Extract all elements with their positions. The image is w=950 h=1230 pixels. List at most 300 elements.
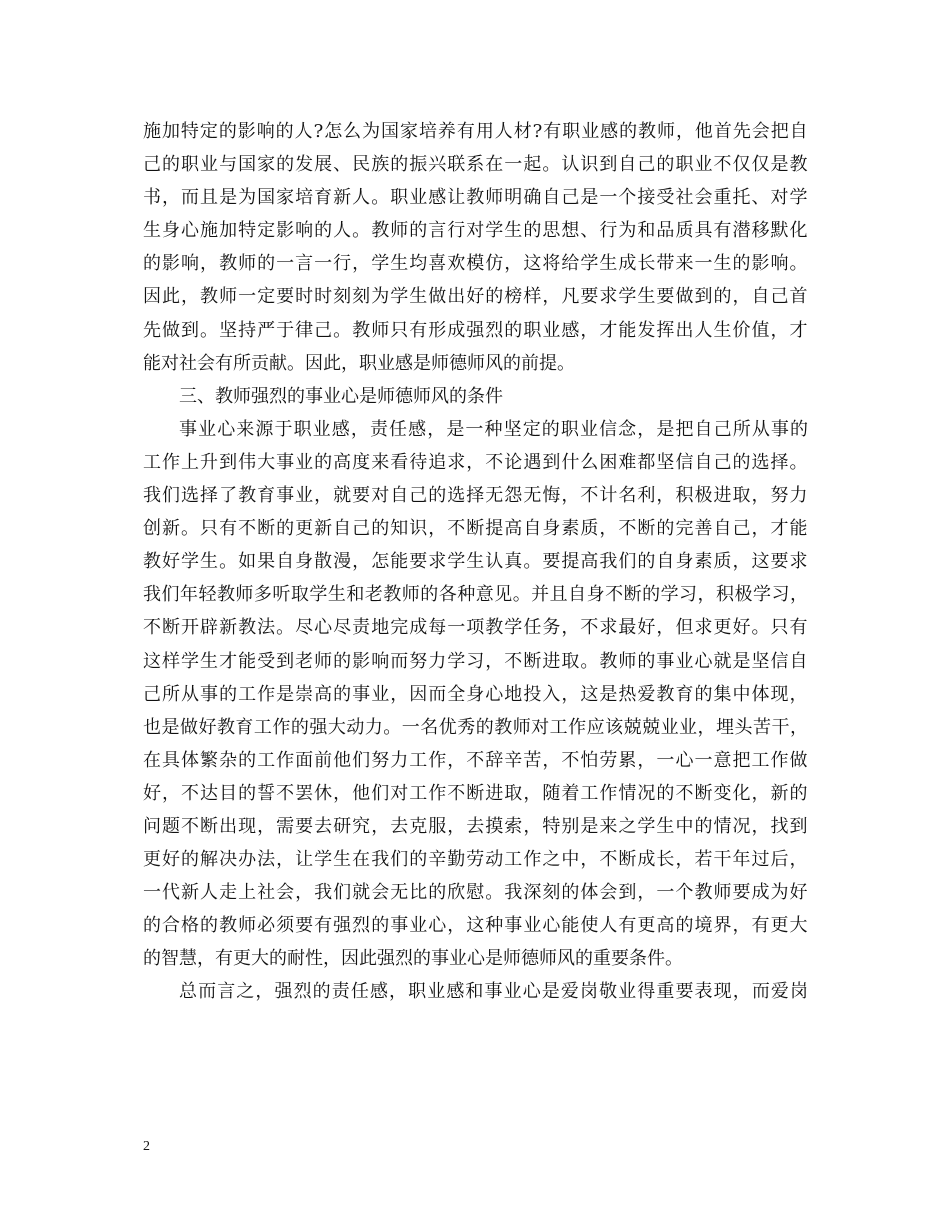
text-char: 作 — [568, 716, 587, 738]
text-char: 是 — [599, 683, 618, 705]
text-char: 业 — [660, 716, 679, 738]
text-char: 特 — [542, 815, 561, 837]
text-char: 好 — [198, 716, 217, 738]
text-char: 到 — [599, 154, 618, 176]
text-char: 勤 — [447, 849, 466, 871]
text-char: 到 — [694, 286, 713, 308]
text-char: 更 — [713, 617, 732, 639]
text-char: 业 — [679, 716, 698, 738]
text-char: 。 — [523, 551, 542, 573]
text-char: 集 — [713, 683, 732, 705]
text-char: 辟 — [200, 617, 219, 639]
text-char: 目 — [219, 782, 238, 804]
text-char: 事 — [200, 683, 219, 705]
text-char: 的 — [675, 915, 694, 937]
text-char: 度 — [352, 451, 371, 473]
text-char: 辛 — [504, 749, 523, 771]
text-char: 学 — [660, 584, 679, 606]
text-char: 听 — [272, 584, 291, 606]
text-char: 作 — [162, 451, 181, 473]
text-char: 我 — [599, 551, 618, 573]
text-char: ， — [447, 815, 466, 837]
text-char: 所 — [162, 683, 181, 705]
text-char: 学 — [314, 849, 333, 871]
text-char: 品 — [656, 220, 675, 242]
text-char: 取 — [290, 584, 309, 606]
text-char: 无 — [390, 882, 409, 904]
text-char: 大 — [327, 716, 346, 738]
text-char: 教 — [352, 319, 371, 341]
text-char: 是 — [161, 716, 180, 738]
text-char: ， — [561, 485, 580, 507]
text-char: 问 — [143, 815, 161, 837]
text-char: 兴 — [428, 154, 447, 176]
text-char: ， — [350, 418, 369, 440]
text-char: 国 — [381, 121, 400, 142]
text-char: 心 — [675, 749, 694, 771]
text-char: 是 — [219, 187, 238, 209]
text-char: 凡 — [561, 286, 580, 308]
text-char: 教 — [216, 584, 235, 606]
text-char: 不 — [599, 849, 618, 871]
text-char: 投 — [523, 683, 542, 705]
text-char: 。 — [383, 716, 402, 738]
text-char: 发 — [295, 154, 314, 176]
text-char: 工 — [238, 683, 257, 705]
text-char: 心 — [694, 650, 713, 672]
text-char: 什 — [561, 451, 580, 473]
text-char: 的 — [642, 584, 661, 606]
text-char: 研 — [333, 815, 352, 837]
text-char: 业 — [371, 683, 390, 705]
text-char: 一 — [276, 253, 295, 275]
text-char: 学 — [637, 815, 656, 837]
text-char: 值 — [751, 319, 770, 341]
text-char: 年 — [179, 584, 198, 606]
text-char: 断 — [257, 518, 276, 540]
text-char: ， — [675, 121, 694, 142]
text-char: 己 — [561, 187, 580, 209]
text-char: 作 — [428, 749, 447, 771]
text-char: 工 — [143, 451, 161, 473]
text-char: 只 — [200, 518, 219, 540]
text-char: 欢 — [447, 253, 466, 275]
text-char: 况 — [732, 815, 751, 837]
text-char: 业 — [200, 154, 219, 176]
text-char: 影 — [352, 650, 371, 672]
text-char: ， — [314, 485, 333, 507]
text-char: 知 — [390, 518, 409, 540]
text-char: 学 — [618, 286, 637, 308]
text-char: ， — [789, 716, 808, 738]
text-char: 教 — [466, 187, 485, 209]
text-line — [143, 611, 808, 644]
text-char: 办 — [238, 849, 257, 871]
text-char: ， — [352, 551, 371, 573]
text-char: 苦 — [523, 749, 542, 771]
text-char: 出 — [219, 815, 238, 837]
text-char: 念 — [618, 418, 637, 440]
text-char: ， — [697, 584, 716, 606]
text-char: 和 — [465, 981, 484, 1003]
text-line — [143, 876, 808, 909]
text-char: 教 — [599, 650, 618, 672]
text-char: 一 — [504, 154, 523, 176]
text-char: 现 — [770, 683, 789, 705]
text-char: 让 — [295, 849, 314, 871]
text-char: 老 — [295, 650, 314, 672]
text-char: 真 — [504, 551, 523, 573]
text-char: 己 — [143, 683, 161, 705]
text-char: 。 — [352, 220, 371, 242]
text-char: 动 — [346, 716, 365, 738]
text-char: 人 — [200, 882, 219, 904]
text-char: 工 — [549, 716, 568, 738]
text-char: 要 — [409, 551, 428, 573]
text-char: ， — [789, 584, 808, 606]
text-char: 到 — [276, 650, 295, 672]
text-char: 的 — [789, 782, 808, 804]
text-char: 好 — [637, 617, 656, 639]
text-char: 的 — [276, 518, 295, 540]
text-char: 散 — [314, 551, 333, 573]
text-char: 项 — [466, 617, 485, 639]
text-char: 质 — [675, 220, 694, 242]
text-char: 做 — [179, 716, 198, 738]
text-char: 困 — [599, 451, 618, 473]
text-char: 生 — [656, 815, 675, 837]
text-char: 之 — [542, 849, 561, 871]
text-char: 兢 — [623, 716, 642, 738]
text-char: 爱 — [560, 981, 579, 1003]
text-char: 出 — [675, 319, 694, 341]
text-char: ， — [542, 286, 561, 308]
text-line — [143, 843, 808, 876]
text-char: 自 — [656, 551, 675, 573]
text-char: 职 — [562, 121, 581, 142]
text-char: 悔 — [542, 485, 561, 507]
text-char: 潜 — [732, 220, 751, 242]
text-char: 断 — [694, 782, 713, 804]
text-char: 高 — [656, 915, 675, 937]
text-line — [143, 744, 808, 777]
text-char: 极 — [694, 485, 713, 507]
text-char: ， — [523, 782, 542, 804]
text-char: 自 — [542, 187, 561, 209]
text-char: 教 — [238, 617, 257, 639]
text-char: 年 — [732, 849, 751, 871]
text-char: 师 — [485, 187, 504, 209]
text-char: ， — [181, 286, 200, 308]
text-char: 出 — [447, 286, 466, 308]
text-char: ， — [675, 849, 694, 871]
text-char: 高 — [333, 451, 352, 473]
text-char: 变 — [713, 782, 732, 804]
text-char: 施 — [143, 121, 161, 142]
text-char: 师 — [238, 253, 257, 275]
text-char: 待 — [409, 451, 428, 473]
text-char: 为 — [371, 286, 390, 308]
text-char: 师 — [371, 319, 390, 341]
text-char: 育 — [235, 716, 254, 738]
text-char: 工 — [751, 749, 770, 771]
text-char: 中 — [675, 815, 694, 837]
text-char: 到 — [542, 451, 561, 473]
text-char: 岗 — [579, 981, 598, 1003]
text-char: 去 — [466, 815, 485, 837]
text-char: 职 — [560, 418, 579, 440]
text-char: 做 — [789, 749, 808, 771]
text-char: 来 — [675, 253, 694, 275]
text-char: 心 — [485, 683, 504, 705]
text-char: ， — [162, 187, 181, 209]
text-char: 源 — [255, 418, 274, 440]
text-char: ， — [732, 915, 751, 937]
text-char: 总 — [179, 981, 197, 1003]
text-char: 自 — [713, 518, 732, 540]
text-char: 繁 — [200, 749, 219, 771]
text-char: 心 — [428, 915, 447, 937]
text-char: 的 — [200, 915, 219, 937]
text-char: 果 — [257, 551, 276, 573]
text-line — [143, 115, 808, 148]
text-char: 教 — [694, 882, 713, 904]
text-char: 心 — [181, 220, 200, 242]
text-char: 身 — [542, 518, 561, 540]
text-char: 各 — [438, 584, 457, 606]
text-char: 从 — [181, 683, 200, 705]
text-char: 的 — [238, 782, 257, 804]
text-char: 一 — [465, 418, 484, 440]
text-char: 兢 — [642, 716, 661, 738]
text-char: 感 — [561, 319, 580, 341]
text-char: 己 — [713, 418, 732, 440]
text-char: 而 — [390, 650, 409, 672]
text-char: 现 — [238, 815, 257, 837]
text-char: 的 — [637, 551, 656, 573]
text-char: 的 — [713, 286, 732, 308]
text-char: ， — [789, 849, 808, 871]
text-char: 事 — [504, 915, 523, 937]
text-char: 师 — [390, 220, 409, 242]
text-char: 时 — [295, 286, 314, 308]
text-char: 生 — [713, 319, 732, 341]
text-char: 高 — [314, 683, 333, 705]
text-char: 家 — [276, 187, 295, 209]
text-char: ， — [485, 650, 504, 672]
text-char: 样 — [523, 286, 542, 308]
text-char: 事 — [276, 451, 295, 473]
text-char: 学 — [447, 551, 466, 573]
text-line — [143, 280, 808, 313]
text-char: 职 — [293, 418, 312, 440]
text-char: 做 — [428, 286, 447, 308]
text-line — [143, 446, 808, 479]
text-char: 学 — [447, 650, 466, 672]
text-char: 学 — [181, 650, 200, 672]
text-char: 家 — [257, 154, 276, 176]
text-char: 思 — [542, 220, 561, 242]
text-line — [143, 479, 808, 512]
text-char: 有 — [409, 319, 428, 341]
text-char: 成 — [409, 617, 428, 639]
text-char: 更 — [637, 915, 656, 937]
text-char: 业 — [618, 981, 637, 1003]
text-char: 国 — [238, 154, 257, 176]
text-char: 怨 — [504, 485, 523, 507]
text-char: 有 — [713, 220, 732, 242]
text-char: 不 — [447, 782, 466, 804]
text-char: 且 — [200, 187, 219, 209]
text-line — [143, 711, 808, 744]
text-char: 不 — [181, 782, 200, 804]
text-char: 只 — [390, 319, 409, 341]
text-char: 能 — [789, 518, 808, 540]
text-char: 尽 — [333, 617, 352, 639]
text-char: 坚 — [219, 319, 238, 341]
text-char: 这 — [580, 683, 599, 705]
text-char: ， — [770, 319, 789, 341]
text-char: 老 — [364, 584, 383, 606]
text-char: 作 — [770, 749, 789, 771]
text-char: 进 — [542, 650, 561, 672]
text-char: 起 — [523, 154, 542, 176]
text-line — [143, 181, 808, 214]
text-char: 决 — [219, 849, 238, 871]
text-char: 生 — [504, 220, 523, 242]
text-char: 响 — [770, 253, 789, 275]
text-char: 教 — [143, 551, 161, 573]
text-char: 人 — [352, 187, 371, 209]
text-char: 伟 — [238, 451, 257, 473]
text-char: 言 — [217, 981, 236, 1003]
text-char: 新 — [181, 882, 200, 904]
text-char: 业 — [198, 418, 217, 440]
text-char: 自 — [789, 121, 808, 142]
text-line — [143, 247, 808, 280]
page-number: 2 — [143, 1139, 150, 1154]
text-char: ， — [352, 253, 371, 275]
text-char: 深 — [523, 882, 542, 904]
text-char: 感 — [446, 981, 465, 1003]
text-char: 么 — [343, 121, 362, 142]
text-char: 不 — [466, 749, 485, 771]
text-char: 心 — [217, 418, 236, 440]
text-char: 不 — [713, 154, 732, 176]
text-char: 育 — [314, 187, 333, 209]
text-char: 学 — [752, 584, 771, 606]
text-char: 学 — [789, 187, 808, 209]
text-line — [143, 975, 808, 1008]
text-char: 形 — [428, 319, 447, 341]
text-char: 首 — [789, 286, 808, 308]
text-char: 成 — [618, 253, 637, 275]
text-char: ， — [580, 319, 599, 341]
text-char: 任 — [389, 418, 408, 440]
text-char: 到 — [181, 319, 200, 341]
text-char: 。 — [181, 518, 200, 540]
text-char: 的 — [371, 915, 390, 937]
text-char: 言 — [428, 220, 447, 242]
text-char: ， — [542, 749, 561, 771]
text-char: 去 — [390, 815, 409, 837]
text-char: ， — [523, 815, 542, 837]
text-char: 不 — [143, 617, 161, 639]
text-char: 一 — [656, 882, 675, 904]
text-char: 培 — [418, 121, 437, 142]
text-char: 生 — [637, 286, 656, 308]
text-char: 是 — [732, 650, 751, 672]
text-char: 事 — [484, 981, 503, 1003]
text-char: 的 — [485, 286, 504, 308]
text-char: 为 — [618, 220, 637, 242]
text-char: 工 — [257, 749, 276, 771]
text-char: ， — [333, 782, 352, 804]
text-char: 而 — [751, 981, 770, 1003]
text-char: 取 — [504, 782, 523, 804]
text-char: 无 — [523, 485, 542, 507]
text-char: 特 — [238, 220, 257, 242]
text-char: 加 — [219, 220, 238, 242]
text-char: 不 — [675, 782, 694, 804]
text-line — [143, 942, 808, 975]
text-char: 身 — [295, 551, 314, 573]
text-char: 才 — [770, 518, 789, 540]
text-char: 习 — [679, 584, 698, 606]
text-char: 怎 — [324, 121, 343, 142]
text-char: ， — [255, 981, 274, 1003]
text-char: ， — [637, 418, 656, 440]
text-char: 不 — [276, 782, 295, 804]
text-char: 摸 — [485, 815, 504, 837]
text-char: 工 — [504, 849, 523, 871]
text-char: 学 — [309, 584, 328, 606]
text-char: 上 — [238, 882, 257, 904]
text-char: 作 — [257, 683, 276, 705]
text-line — [143, 512, 808, 545]
text-char: ， — [295, 882, 314, 904]
text-char: 中 — [561, 849, 580, 871]
text-char: 意 — [475, 584, 494, 606]
text-char: 己 — [637, 154, 656, 176]
text-char: 社 — [675, 187, 694, 209]
text-char: 。 — [333, 319, 352, 341]
text-char: 在 — [485, 154, 504, 176]
text-char: 材 — [513, 121, 532, 142]
text-line — [143, 380, 808, 413]
text-char: 师 — [235, 584, 254, 606]
text-char: 心 — [314, 617, 333, 639]
text-char: 代 — [162, 882, 181, 904]
text-line — [143, 214, 808, 247]
text-char: 优 — [438, 716, 457, 738]
text-char: 对 — [371, 485, 390, 507]
text-char: 更 — [770, 915, 789, 937]
text-char: 价 — [732, 319, 751, 341]
text-char: 要 — [770, 551, 789, 573]
text-char: 素 — [561, 518, 580, 540]
text-char: 一 — [314, 253, 333, 275]
text-char: 持 — [238, 319, 257, 341]
text-char: 师 — [657, 121, 675, 142]
text-char: 使 — [580, 915, 599, 937]
text-char: 只 — [770, 617, 789, 639]
text-char: 己 — [352, 518, 371, 540]
text-char: 责 — [369, 418, 388, 440]
text-char: 岗 — [790, 981, 808, 1003]
text-char: 养 — [437, 121, 456, 142]
text-char: 的 — [523, 220, 542, 242]
